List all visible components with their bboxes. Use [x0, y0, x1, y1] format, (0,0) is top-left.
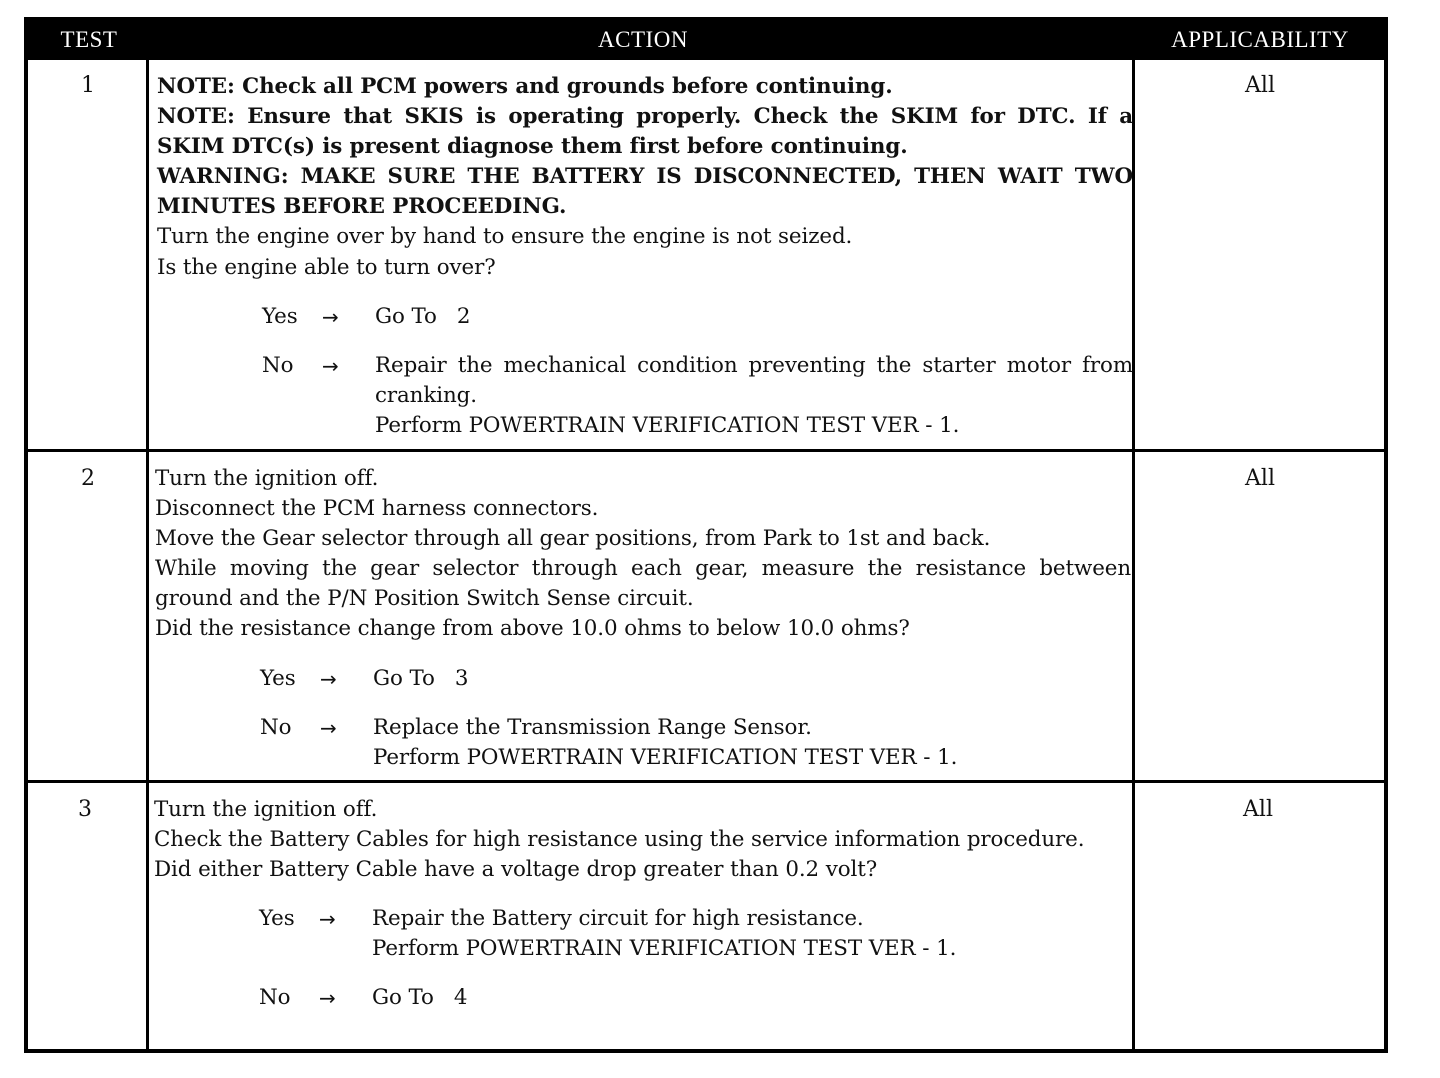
answer-text-line: Go To 3: [373, 665, 469, 691]
answer-text-line: Repair the Battery circuit for high resistance.: [372, 906, 864, 932]
test-number-2: 2: [81, 466, 95, 491]
test-number-3: 3: [78, 797, 92, 822]
answer-text: [372, 983, 1130, 1013]
answer-text-line: Perform POWERTRAIN VERIFICATION TEST VER - 1.: [372, 936, 957, 962]
answer-label: Yes: [259, 906, 295, 932]
action-cell-3: [154, 795, 1130, 1014]
note-pcm-powers: NOTE: Check all PCM powers and grounds before continuing.: [157, 74, 893, 99]
instruction-line: Move the Gear selector through all gear positions, from Park to 1st and back.: [155, 526, 991, 552]
arrow-right-icon: →: [319, 986, 336, 1011]
instruction-line: While moving the gear selector through each gear, measure the resistance between ground and the P/N Position Switch Sense circuit.: [155, 556, 1131, 612]
answer-text-line: Perform POWERTRAIN VERIFICATION TEST VER - 1.: [373, 744, 958, 770]
question-line: Did either Battery Cable have a voltage drop greater than 0.2 volt?: [154, 857, 878, 883]
answer-text: [373, 713, 1131, 773]
column-divider-test-action: [146, 60, 149, 1053]
applicability-2: All: [1245, 466, 1275, 491]
answer-text: [375, 302, 1133, 332]
diagnostic-test-table: [24, 17, 1388, 1053]
arrow-right-icon: →: [320, 715, 337, 740]
answer-no: [260, 713, 1131, 773]
answer-text-line: Perform POWERTRAIN VERIFICATION TEST VER - 1.: [375, 412, 960, 438]
answer-text-line: Go To 2: [375, 303, 471, 329]
applicability-3: All: [1243, 797, 1273, 822]
answer-text-line: Replace the Transmission Range Sensor.: [373, 714, 812, 740]
answer-label: No: [260, 714, 292, 740]
answer-label: Yes: [260, 665, 296, 691]
arrow-right-icon: →: [322, 353, 339, 378]
arrow-right-icon: →: [319, 907, 336, 932]
table-header: [28, 21, 1384, 60]
answer-text-line: Repair the mechanical condition preventing the starter motor from cranking.: [375, 352, 1133, 408]
answer-text: [373, 664, 1131, 694]
answer-yes: [259, 904, 1130, 964]
note-skis: NOTE: Ensure that SKIS is operating properly. Check the SKIM for DTC. If a SKIM DTC(s) is present diagnose them first before continuing.: [157, 104, 1133, 160]
instruction-line: Turn the ignition off.: [154, 797, 378, 822]
answer-label: No: [262, 352, 294, 378]
row-divider-2: [28, 780, 1384, 783]
instruction-line: Turn the engine over by hand to ensure the engine is not seized.: [157, 224, 853, 250]
action-cell-2: [155, 464, 1131, 773]
instruction-line: Turn the ignition off.: [155, 466, 379, 491]
action-cell-1: [157, 72, 1133, 441]
question-line: Did the resistance change from above 10.0 ohms to below 10.0 ohms?: [155, 616, 910, 642]
header-test: TEST: [60, 27, 118, 52]
header-action: ACTION: [598, 27, 688, 52]
answer-label: Yes: [262, 303, 298, 329]
instruction-line: Disconnect the PCM harness connectors.: [155, 496, 599, 522]
warning-battery: WARNING: MAKE SURE THE BATTERY IS DISCONNECTED, THEN WAIT TWO MINUTES BEFORE PROCEEDING.: [157, 164, 1133, 220]
answer-text-line: Go To 4: [372, 985, 468, 1011]
row-divider-1: [28, 449, 1384, 452]
question-line: Is the engine able to turn over?: [157, 254, 496, 280]
test-number-1: 1: [81, 73, 95, 98]
arrow-right-icon: →: [320, 666, 337, 691]
arrow-right-icon: →: [322, 304, 339, 329]
instruction-line: Check the Battery Cables for high resistance using the service information procedure.: [154, 827, 1085, 853]
answer-text: [372, 904, 1130, 964]
answer-text: [375, 351, 1133, 441]
answer-yes: [262, 302, 1133, 332]
answer-no: [259, 983, 1130, 1013]
answer-yes: [260, 664, 1131, 694]
answer-label: No: [259, 985, 291, 1011]
applicability-1: All: [1245, 73, 1275, 98]
answer-no: [262, 351, 1133, 441]
header-applicability: APPLICABILITY: [1171, 27, 1349, 52]
